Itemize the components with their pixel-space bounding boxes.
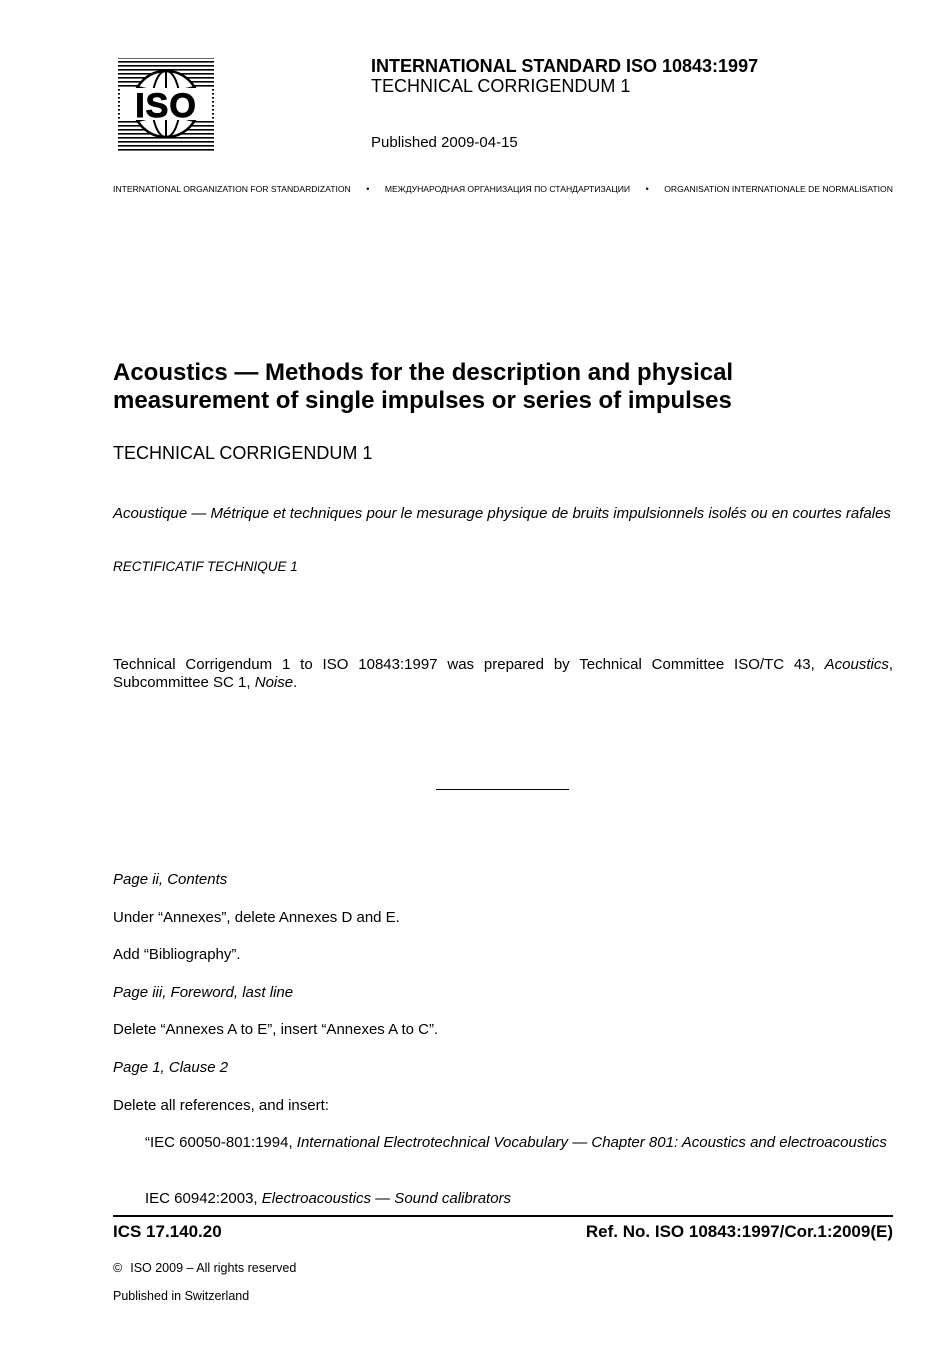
standard-subtitle: TECHNICAL CORRIGENDUM 1 (371, 76, 631, 96)
org-name-french: ORGANISATION INTERNATIONALE DE NORMALISATION (664, 184, 893, 194)
published-in: Published in Switzerland (113, 1289, 250, 1303)
footer-rule (113, 1215, 893, 1217)
reference-number: IEC 60942:2003, (145, 1190, 262, 1207)
correction-text: Add “Bibliography”. (113, 946, 241, 963)
reference-number-footer: Ref. No. ISO 10843:1997/Cor.1:2009(E) (585, 1222, 893, 1241)
correction-text: Under “Annexes”, delete Annexes D and E. (113, 909, 400, 926)
separator-line (436, 789, 569, 790)
preparation-statement (113, 656, 893, 692)
prep-text: . (293, 674, 298, 691)
reference-number: “IEC 60050-801:1994, (145, 1134, 297, 1151)
reference-iec-60942 (145, 1190, 511, 1208)
prep-text: , Subcommittee SC 1, (113, 656, 893, 691)
document-title-line-1: Acoustics — Methods for the description and physical (113, 359, 734, 386)
published-date: Published 2009-04-15 (371, 134, 518, 151)
org-name-english: INTERNATIONAL ORGANIZATION FOR STANDARDIZATION (113, 184, 351, 194)
prep-committee: Acoustics (824, 656, 889, 673)
organization-names (113, 183, 893, 195)
french-corrigendum-label: RECTIFICATIF TECHNIQUE 1 (113, 559, 298, 574)
correction-text: Delete all references, and insert: (113, 1097, 329, 1114)
org-name-russian: МЕЖДУНАРОДНАЯ ОРГАНИЗАЦИЯ ПО СТАНДАРТИЗАЦИИ (384, 184, 631, 194)
prep-subcommittee: Noise (254, 674, 294, 691)
correction-heading-contents: Page ii, Contents (113, 871, 228, 888)
prep-text: Technical Corrigendum 1 to ISO 10843:1997 was prepared by Technical Committee ISO/TC 43, (113, 656, 825, 673)
correction-heading-clause-2: Page 1, Clause 2 (113, 1059, 229, 1076)
reference-title: International Electrotechnical Vocabulary — Chapter 801: Acoustics and electroacoustics (296, 1134, 887, 1151)
bullet-separator: • (366, 184, 370, 194)
copyright-icon: © (113, 1261, 123, 1275)
iso-logo (116, 57, 216, 152)
document-title (113, 359, 893, 415)
reference-title: Electroacoustics — Sound calibrators (261, 1190, 512, 1207)
reference-iec-60050 (145, 1134, 893, 1152)
copyright-text: ISO 2009 – All rights reserved (130, 1261, 297, 1275)
bullet-separator: • (645, 184, 649, 194)
copyright (113, 1261, 296, 1276)
standard-title: INTERNATIONAL STANDARD ISO 10843:1997 (371, 56, 759, 76)
correction-heading-foreword: Page iii, Foreword, last line (113, 984, 294, 1001)
document-title-line-2: measurement of single impulses or series of impulses (113, 387, 732, 414)
french-title: Acoustique — Métrique et techniques pour le mesurage physique de bruits impulsionnels isolés ou en courtes rafales (113, 505, 891, 522)
ics-code: ICS 17.140.20 (113, 1222, 222, 1241)
correction-text: Delete “Annexes A to E”, insert “Annexes A to C”. (113, 1021, 439, 1038)
corrigendum-label: TECHNICAL CORRIGENDUM 1 (113, 443, 373, 463)
svg-text:ISO: ISO (135, 87, 197, 125)
